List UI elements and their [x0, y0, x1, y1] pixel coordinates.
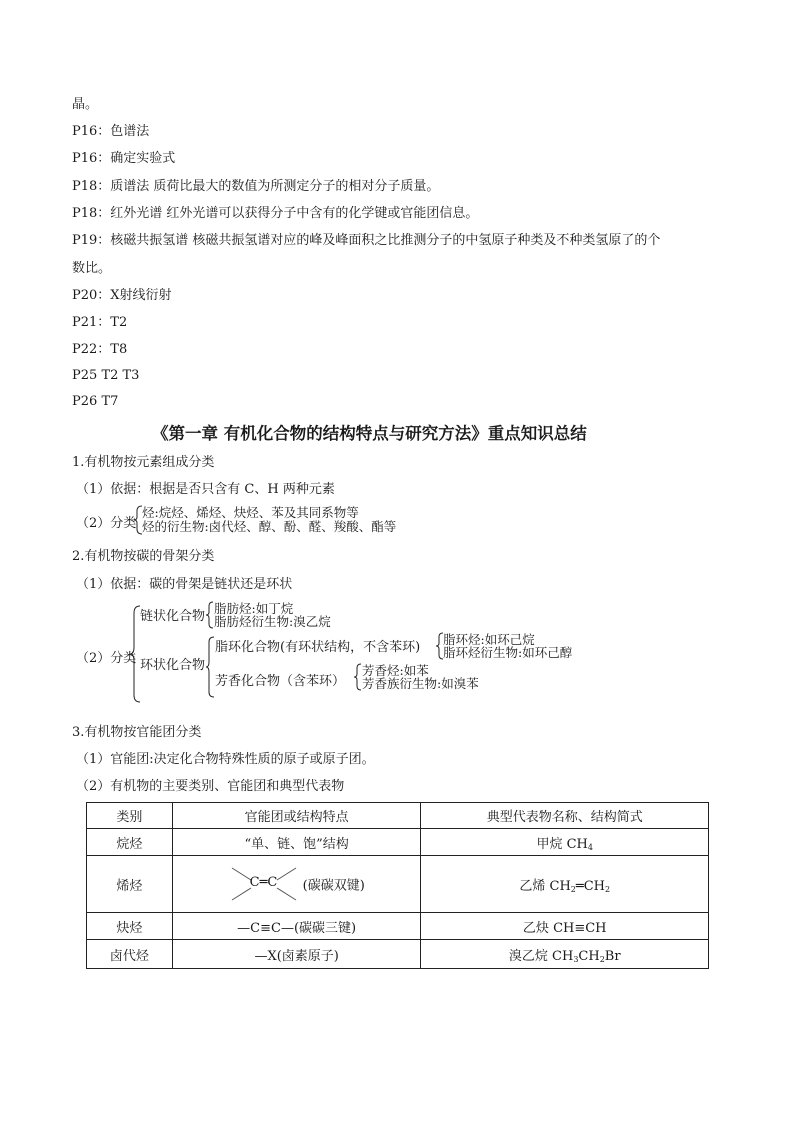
table-header: 典型代表物名称、结构简式 [421, 803, 709, 829]
chapter-title: 《第一章 有机化合物的结构特点与研究方法》重点知识总结 [152, 424, 587, 443]
table-cell: 溴乙烷 $CH_3CH_2Br$ [421, 940, 709, 969]
note-line: P16：色谱法 [72, 124, 150, 139]
table-row [87, 913, 709, 940]
table-cell: —X(卤素原子) [172, 940, 421, 969]
class-item: 脂肪烃衍生物:溴乙烷 [214, 614, 331, 629]
note-line: P16：确定实验式 [72, 151, 176, 166]
table-header-row [87, 803, 709, 829]
class-item: 芳香族衍生物:如溴苯 [362, 676, 479, 691]
alkene-structure-icon: C═C [229, 864, 299, 904]
table-row [87, 829, 709, 856]
section-heading: 2.有机物按碳的骨架分类 [72, 549, 215, 564]
note-line: 数比。 [72, 261, 112, 276]
table-cell: 乙烯 $CH_2═CH_2$ [421, 856, 709, 913]
fg-note: (碳碳双键) [302, 878, 365, 894]
note-line: P20：X射线衍射 [72, 288, 172, 303]
note-line: P18：红外光谱 红外光谱可以获得分子中含有的化学键或官能团信息。 [72, 206, 479, 221]
table-cell: 炔烃 [87, 913, 173, 940]
note-line: P22：T8 [72, 342, 128, 357]
class-item: 烃:烷烃、烯烃、炔烃、苯及其同系物等 [142, 505, 359, 520]
class-item: 脂环烃:如环己烷 [443, 632, 535, 647]
class-item: 芳香烃:如苯 [362, 663, 429, 678]
table-cell: 卤代烃 [87, 940, 173, 969]
rep-name: 乙烯 [519, 878, 546, 894]
table-row [87, 856, 709, 913]
chain-compound-label: 链状化合物 [140, 609, 206, 624]
table-cell: “单、链、饱”结构 [172, 829, 421, 856]
note-line: 晶。 [72, 97, 99, 112]
alicyclic-label: 脂环化合物(有环状结构，不含苯环) [215, 640, 421, 655]
note-line: P18：质谱法 质荷比最大的数值为所测定分子的相对分子质量。 [72, 179, 440, 194]
note-line: P21：T2 [72, 315, 128, 330]
classify-label: （2）分类 [76, 516, 137, 531]
functional-group-table [86, 802, 709, 969]
table-header: 官能团或结构特点 [172, 803, 421, 829]
rep-name: 甲烷 [536, 836, 563, 852]
table-cell: 烯烃 [87, 856, 173, 913]
note-line: P19：核磁共振氢谱 核磁共振氢谱对应的峰及峰面积之比推测分子的中氢原子种类及不种类氢原了的个 [72, 233, 661, 248]
classify-label: （2）分类 [76, 651, 137, 666]
rep-name: 溴乙烷 [508, 948, 548, 964]
table-header: 类别 [87, 803, 173, 829]
note-line: P25 T2 T3 [72, 368, 140, 383]
class-item: 脂肪烃:如丁烷 [214, 601, 294, 616]
section-basis: （1）依据：碳的骨架是链状还是环状 [76, 577, 293, 592]
class-item: 烃的衍生物:卤代烃、醇、酚、醛、羧酸、酯等 [142, 519, 397, 534]
table-cell: 烷烃 [87, 829, 173, 856]
table-cell [421, 913, 709, 940]
section-paragraph: （1）官能团:决定化合物特殊性质的原子或原子团。 [76, 752, 375, 767]
section-heading: 1.有机物按元素组成分类 [72, 455, 215, 470]
ring-compound-label: 环状化合物 [140, 658, 206, 673]
table-cell: —C≡C—(碳碳三键) [172, 913, 421, 940]
aromatic-label: 芳香化合物（含苯环） [215, 674, 346, 689]
class-item: 脂环烃衍生物:如环己醇 [443, 645, 573, 660]
table-row [87, 940, 709, 969]
table-cell: 甲烷 $CH_4$ [421, 829, 709, 856]
rep-name: 乙炔 [522, 920, 549, 936]
section-heading: 3.有机物按官能团分类 [72, 725, 202, 740]
section-basis: （1）依据：根据是否只含有 C、H 两种元素 [76, 482, 335, 497]
note-line: P26 T7 [72, 394, 119, 409]
rep-formula: CH≡CH [553, 920, 607, 936]
section-paragraph: （2）有机物的主要类别、官能团和典型代表物 [76, 779, 345, 794]
table-cell [172, 856, 421, 913]
